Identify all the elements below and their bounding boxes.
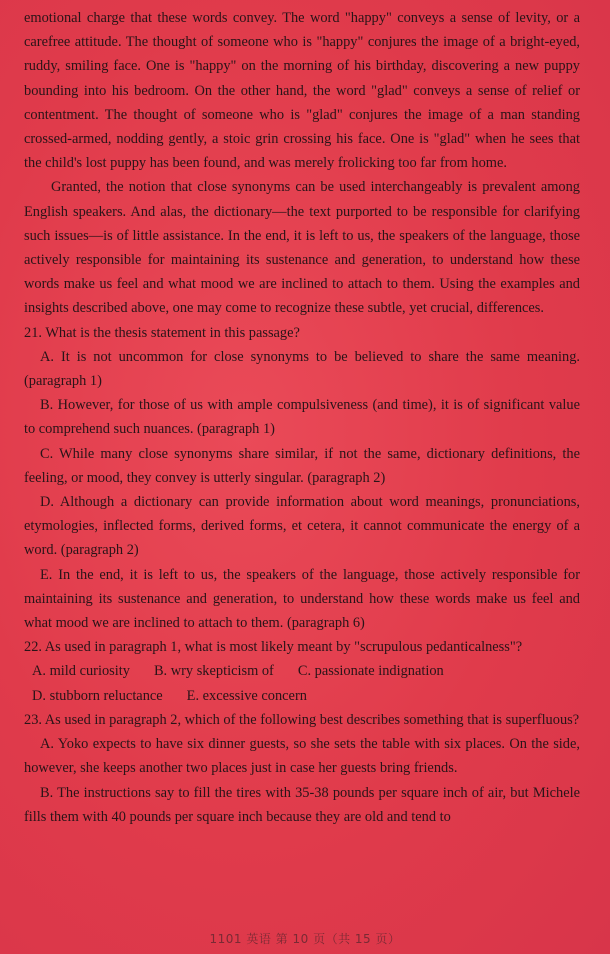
question-21-option-a: A. It is not uncommon for close synonyms to be believed to share the same meaning. (paragraph 1) xyxy=(24,348,580,390)
question-21-option-e: E. In the end, it is left to us, the speakers of the language, those actively responsible for maintaining its sustenance and generation, to understand how these words make us feel and what mood we are inclined to attach to them. (paragraph 6) xyxy=(24,566,580,632)
question-22-option-a: A. mild curiosity xyxy=(32,663,130,680)
question-22-option-d: D. stubborn reluctance xyxy=(32,687,163,704)
question-23-option-a: A. Yoko expects to have six dinner guests, so she sets the table with six places. On the side, however, she keeps another two places just in case her guests bring friends. xyxy=(24,736,580,777)
question-22-options-row-2 xyxy=(24,684,580,708)
question-21-stem: 21. What is the thesis statement in this passage? xyxy=(24,324,300,341)
question-22-stem: 22. As used in paragraph 1, what is most likely meant by "scrupulous pedanticalness"? xyxy=(24,639,523,656)
page-footer: 1101 英语 第 10 页（共 15 页） xyxy=(209,932,401,946)
question-23 xyxy=(24,708,580,829)
question-21-option-b: B. However, for those of us with ample compulsiveness (and time), it is of significant value to comprehend such nuances. (paragraph 1) xyxy=(24,397,580,438)
question-22-options-row-1 xyxy=(24,659,580,683)
passage-paragraph-continued: emotional charge that these words convey. The word "happy" conveys a sense of levity, or a carefree attitude. The thought of someone who is "happy" conjures the image of a bright-eyed, ruddy, smiling face. One is "happy" on the morning of his birthday, discovering a new puppy bounding into his bedroom. On the other hand, the word "glad" conveys a sense of relief or contentment. The thought of someone who is "glad" conjures the image of a man standing crossed-armed, nodding gently, a stoic grin crossing his face. One is "glad" when he sees that the child's lost puppy has been found, and was merely frolicking too far from home. xyxy=(24,10,580,172)
question-23-option-b: B. The instructions say to fill the tires with 35-38 pounds per square inch of air, but Michele fills them with 40 pounds per square inch because they are old and tend to xyxy=(24,784,580,825)
document-page xyxy=(24,6,580,829)
question-22-option-e: E. excessive concern xyxy=(186,687,307,704)
passage-paragraph-final: Granted, the notion that close synonyms can be used interchangeably is prevalent among English speakers. And alas, the dictionary—the text purported to be responsible for clarifying such issues—is of little assistance. In the end, it is left to us, the speakers of the language, those actively responsible for maintaining its sustenance and generation, to understand how these words make us feel and what mood we are inclined to attach to them. Using the examples and insights described above, one may come to recognize these subtle, yet crucial, differences. xyxy=(24,179,580,317)
question-23-stem: 23. As used in paragraph 2, which of the following best describes something that is superfluous? xyxy=(24,711,580,728)
question-21-option-d: D. Although a dictionary can provide information about word meanings, pronunciations, etymologies, inflected forms, derived forms, et cetera, it cannot communicate the energy of a word. (paragraph 2) xyxy=(24,494,580,559)
question-21-option-c: C. While many close synonyms share similar, if not the same, dictionary definitions, the feeling, or mood, they convey is utterly singular. (paragraph 2) xyxy=(24,445,580,486)
question-21 xyxy=(24,321,580,636)
question-22-option-b: B. wry skepticism of xyxy=(153,663,274,680)
question-22 xyxy=(24,635,580,708)
question-22-option-c: C. passionate indignation xyxy=(297,663,444,680)
